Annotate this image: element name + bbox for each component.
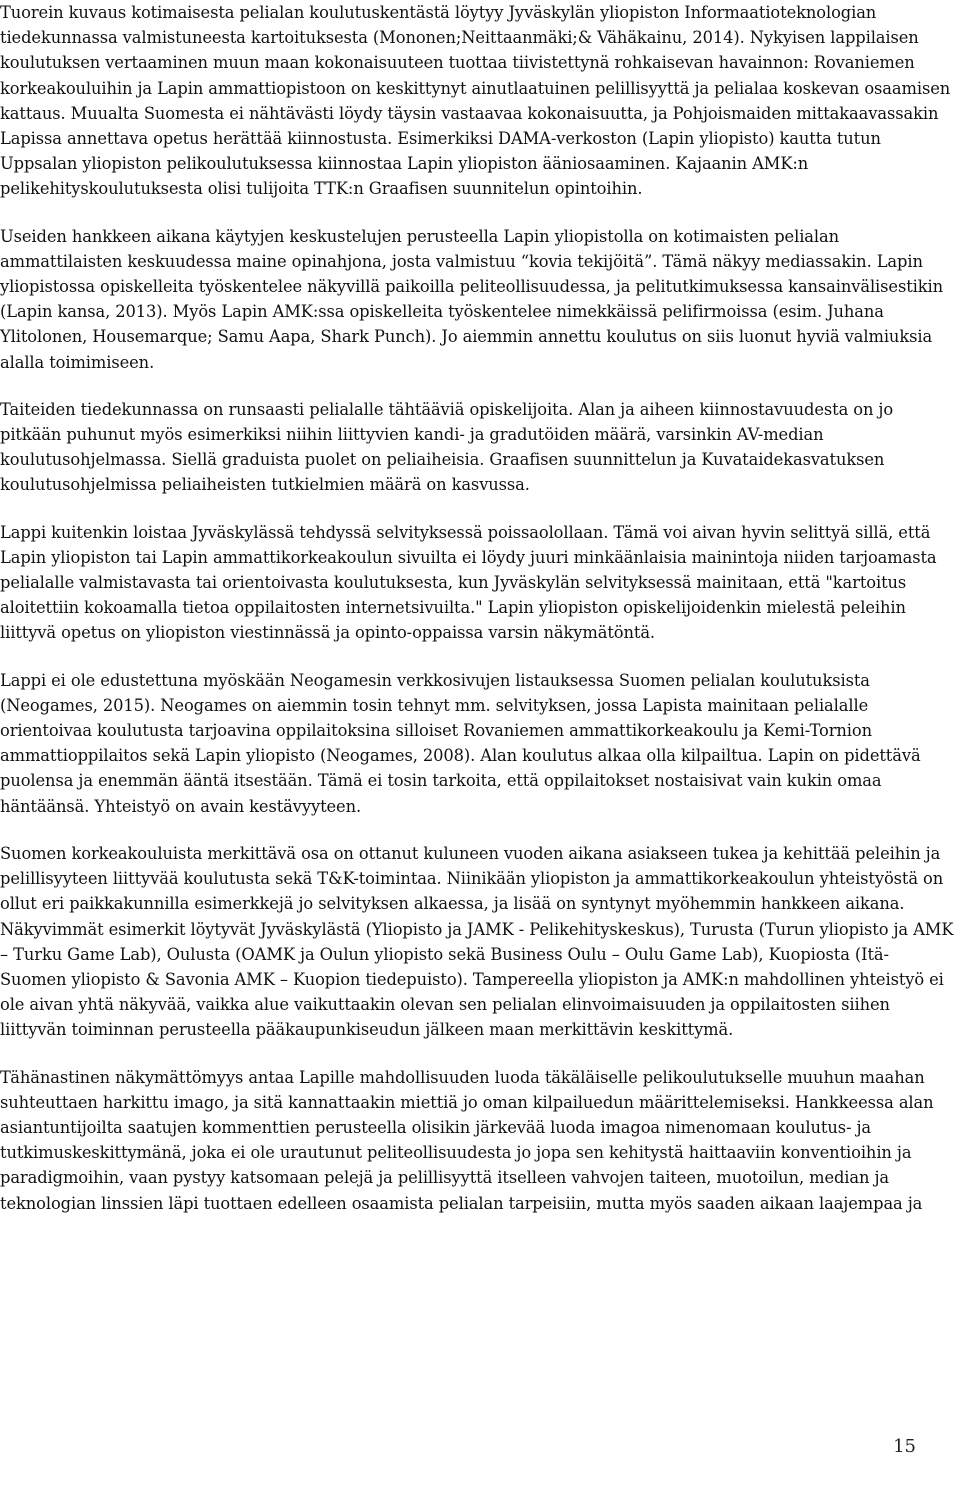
paragraph-3: Taiteiden tiedekunnassa on runsaasti pelialalle tähtääviä opiskelijoita. Alan ja aiheen kiinnostavuudesta on jo pitkään puhunut myös esimerkiksi niihin liittyvien kandi- ja gradutöiden määrä, varsinkin AV-median koulutusohjelmassa. Siellä graduista puolet on peliaiheisia. Graafisen suunnittelun ja Kuvataidekasvatuksen koulutusohjelmissa peliaiheisten tutkielmien määrä on kasvussa. bbox=[0, 399, 894, 495]
paragraph-7: Tähänastinen näkymättömyys antaa Lapille mahdollisuuden luoda täkäläiselle pelikoulutukselle muuhun maahan suhteuttaen harkittu imago, ja sitä kannattaakin miettiä jo oman kilpailuedun määrittelemiseksi. Hankkeessa alan asiantuntijoilta saatujen kommenttien perusteella olisikin järkevää luoda imagoa nimenomaan koulutus- ja tutkimuskeskittymänä, joka ei ole urautunut peliteollisuudesta jo jopa sen kehitystä haittaaviin konventioihin ja paradigmoihin, vaan pystyy katsomaan pelejä ja pelillisyyttä itselleen vahvojen taiteen, muotoilun, median ja teknologian linssien läpi tuottaen edelleen osaamista pelialan tarpeisiin, mutta myös saaden aikaan laajempaa ja bbox=[0, 1067, 934, 1213]
paragraph-5: Lappi ei ole edustettuna myöskään Neogamesin verkkosivujen listauksessa Suomen pelialan koulutuksista (Neogames, 2015). Neogames on aiemmin tosin tehnyt mm. selvityksen, jossa Lapista mainitaan pelialalle orientoivaa koulutusta tarjoavina oppilaitoksina silloiset Rovaniemen ammattikorkeakoulu ja Kemi-Tornion ammattioppilaitos sekä Lapin yliopisto (Neogames, 2008). Alan koulutus alkaa olla kilpailtua. Lapin on pidettävä puolensa ja enemmän ääntä itsestään. Tämä ei tosin tarkoita, että oppilaitokset nostaisivat vain kukin omaa häntäänsä. Yhteistyö on avain kestävyyteen. bbox=[0, 670, 921, 816]
paragraph-spacer bbox=[0, 819, 954, 841]
page-number: 15 bbox=[893, 1436, 916, 1457]
paragraph-6: Suomen korkeakouluista merkittävä osa on ottanut kuluneen vuoden aikana asiakseen tukea ja kehittää peleihin ja pelillisyyteen liittyvää koulutusta sekä T&K-toimintaa. Niinikään yliopiston ja ammattikorkeakoulun yhteistyöstä on ollut eri paikkakunnilla esimerkkejä jo selvityksen alkaessa, ja lisää on syntynyt myöhemmin hankkeen aikana. Näkyvimmät esimerkit löytyvät Jyväskylästä (Yliopisto ja JAMK - Pelikehityskeskus), Turusta (Turun yliopisto ja AMK – Turku Game Lab), Oulusta (OAMK ja Oulun yliopisto sekä Business Oulu – Oulu Game Lab), Kuopiosta (Itä-Suomen yliopisto & Savonia AMK – Kuopion tiedepuisto). Tampereella yliopiston ja AMK:n mahdollinen yhteistyö ei ole aivan yhtä näkyvää, vaikka alue vaikuttaakin olevan sen pelialan elinvoimaisuuden ja oppilaitosten siihen liittyvän toiminnan perusteella pääkaupunkiseudun jälkeen maan merkittävin keskittymä. bbox=[0, 843, 954, 1040]
paragraph-spacer bbox=[0, 375, 954, 397]
paragraph-spacer bbox=[0, 1043, 954, 1065]
paragraph-2: Useiden hankkeen aikana käytyjen keskustelujen perusteella Lapin yliopistolla on kotimaisten pelialan ammattilaisten keskuudessa maine opinahjona, josta valmistuu “kovia tekijöitä”. Tämä näkyy mediassakin. Lapin yliopistossa opiskelleita työskentelee näkyvillä paikoilla peliteollisuudessa, ja pelitutkimuksessa kansainvälisestikin (Lapin kansa, 2013). Myös Lapin AMK:ssa opiskelleita työskentelee nimekkäissä pelifirmoissa (esim. Juhana Ylitolonen, Housemarque; Samu Aapa, Shark Punch). Jo aiemmin annettu koulutus on siis luonut hyviä valmiuksia alalla toimimiseen. bbox=[0, 226, 944, 372]
paragraph-1: Tuorein kuvaus kotimaisesta pelialan koulutuskentästä löytyy Jyväskylän yliopiston Informaatioteknologian tiedekunnassa valmistuneesta kartoituksesta (Mononen;Neittaanmäki;& Vähäkainu, 2014). Nykyisen lappilaisen koulutuksen vertaaminen muun maan kokonaisuuteen tuottaa tiivistettynä rohkaisevan havainnon: Rovaniemen korkeakouluihin ja Lapin ammattiopistoon on keskittynyt ainutlaatuinen pelillisyyttä ja pelialaa koskevan osaamisen kattaus. Muualta Suomesta ei nähtävästi löydy täysin vastaavaa kokonaisuutta, ja Pohjoismaiden mittakaavassakin Lapissa annettava opetus herättää kiinnostusta. Esimerkiksi DAMA-verkoston (Lapin yliopisto) kautta tutun Uppsalan yliopiston pelikoulutuksessa kiinnostaa Lapin yliopiston ääniosaaminen. Kajaanin AMK:n pelikehityskoulutuksesta olisi tulijoita TTK:n Graafisen suunnitelun opintoihin. bbox=[0, 3, 951, 199]
paragraph-spacer bbox=[0, 498, 954, 520]
paragraph-spacer bbox=[0, 202, 954, 224]
paragraph-4: Lappi kuitenkin loistaa Jyväskylässä tehdyssä selvityksessä poissaolollaan. Tämä voi aivan hyvin selittyä sillä, että Lapin yliopiston tai Lapin ammattikorkeakoulun sivuilta ei löydy juuri minkäänlaisia mainintoja niiden tarjoamasta pelialalle valmistavasta tai orientoivasta koulutuksesta, kun Jyväskylän selvityksessä mainitaan, että "kartoitus aloitettiin kokoamalla tietoa oppilaitosten internetsivuilta." Lapin yliopiston opiskelijoidenkin mielestä peleihin liittyvä opetus on yliopiston viestinnässä ja opinto-oppaissa varsin näkymätöntä. bbox=[0, 522, 937, 643]
paragraph-spacer bbox=[0, 646, 954, 668]
